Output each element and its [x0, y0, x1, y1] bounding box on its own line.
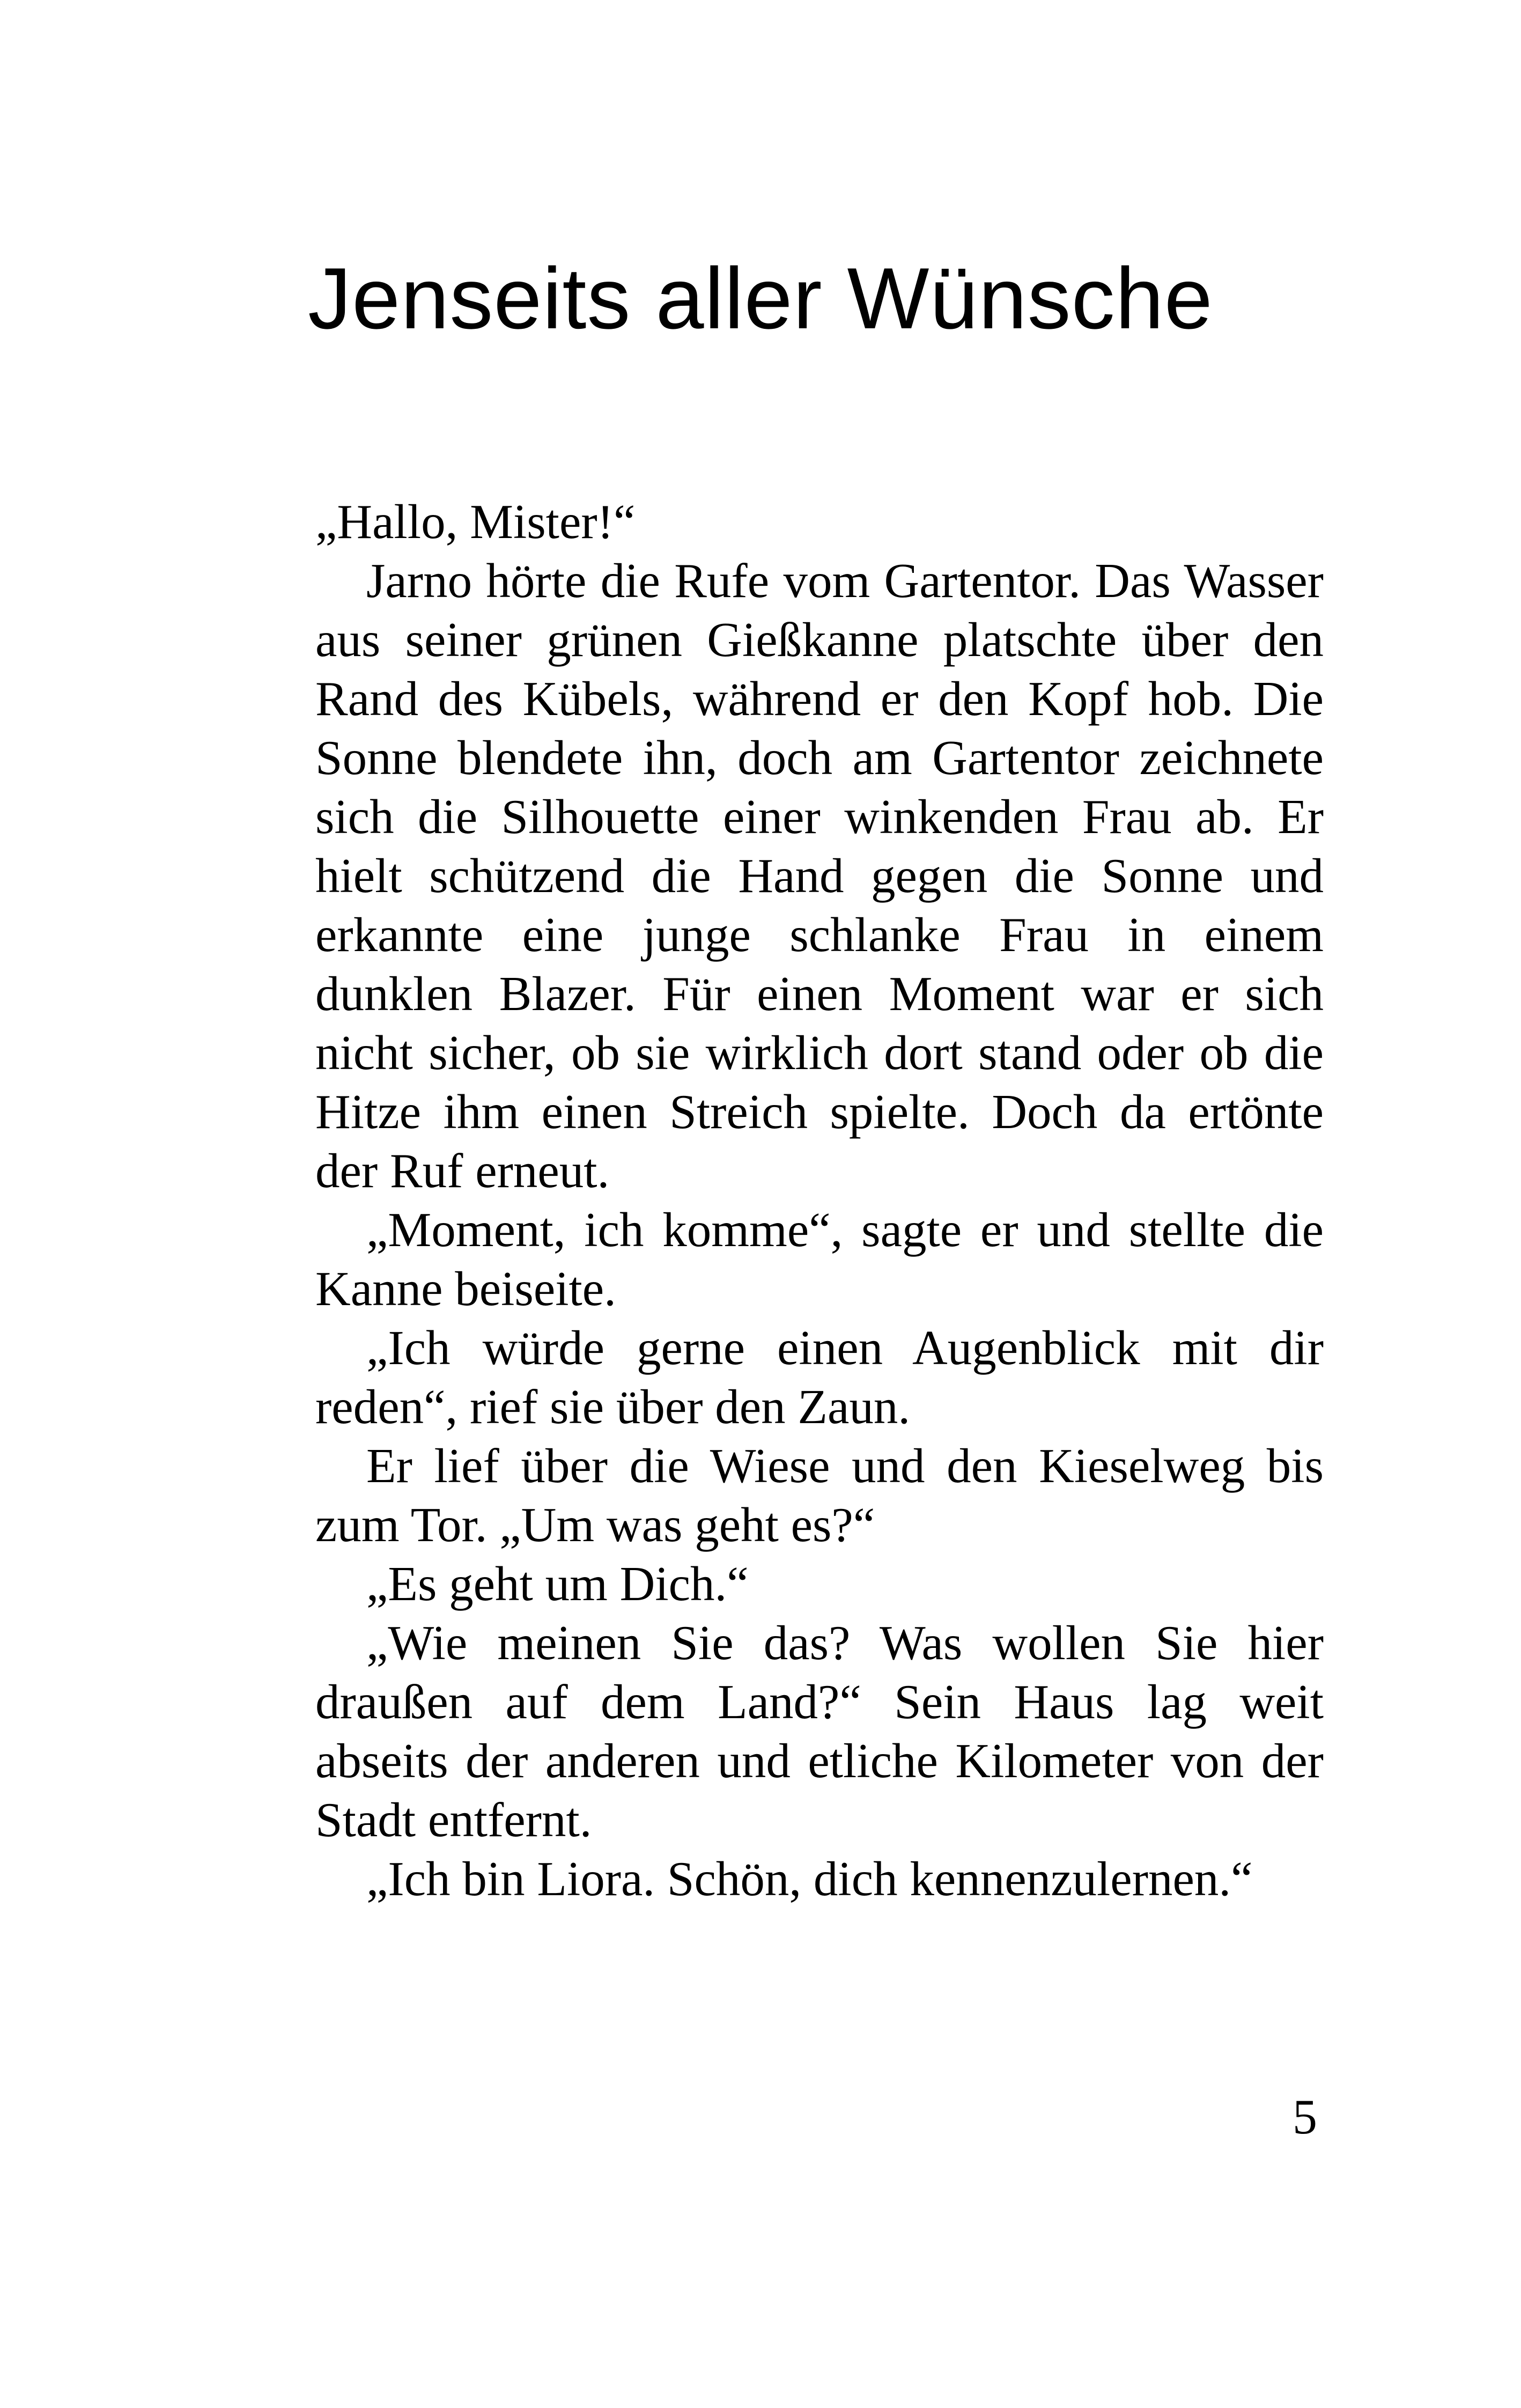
- paragraph: „Hallo, Mister!“: [315, 495, 636, 549]
- paragraph: „Ich würde gerne einen Augenblick mit dir reden“, rief sie über den Zaun.: [315, 1321, 1324, 1434]
- paragraph: „Wie meinen Sie das? Was wollen Sie hier draußen auf dem Land?“ Sein Haus lag weit abseits der anderen und etliche Kilometer von der Stadt entfernt.: [315, 1616, 1324, 1847]
- paragraph: „Ich bin Liora. Schön, dich kennenzulernen.“: [366, 1852, 1253, 1906]
- paragraph: Jarno hörte die Rufe vom Gartentor. Das Wasser aus seiner grünen Gießkanne platschte über den Rand des Kübels, während er den Kopf hob. Die Sonne blendete ihn, doch am Gartentor zeichnete sich die Silhouette einer winkenden Frau ab. Er hielt schützend die Hand gegen die Sonne und erkannte eine junge schlanke Frau in einem dunklen Blazer. Für einen Moment war er sich nicht sicher, ob sie wirklich dort stand oder ob die Hitze ihm einen Streich spielte. Doch da ertönte der Ruf erneut.: [315, 554, 1324, 1198]
- paragraph: „Moment, ich komme“, sagte er und stellte die Kanne beiseite.: [315, 1203, 1324, 1316]
- body-text: [315, 492, 1324, 1909]
- page-number: 5: [1293, 2089, 1317, 2144]
- chapter-title: Jenseits aller Wünsche: [308, 250, 1213, 347]
- paragraph: Er lief über die Wiese und den Kieselweg bis zum Tor. „Um was geht es?“: [315, 1439, 1324, 1552]
- paragraph: „Es geht um Dich.“: [366, 1557, 749, 1611]
